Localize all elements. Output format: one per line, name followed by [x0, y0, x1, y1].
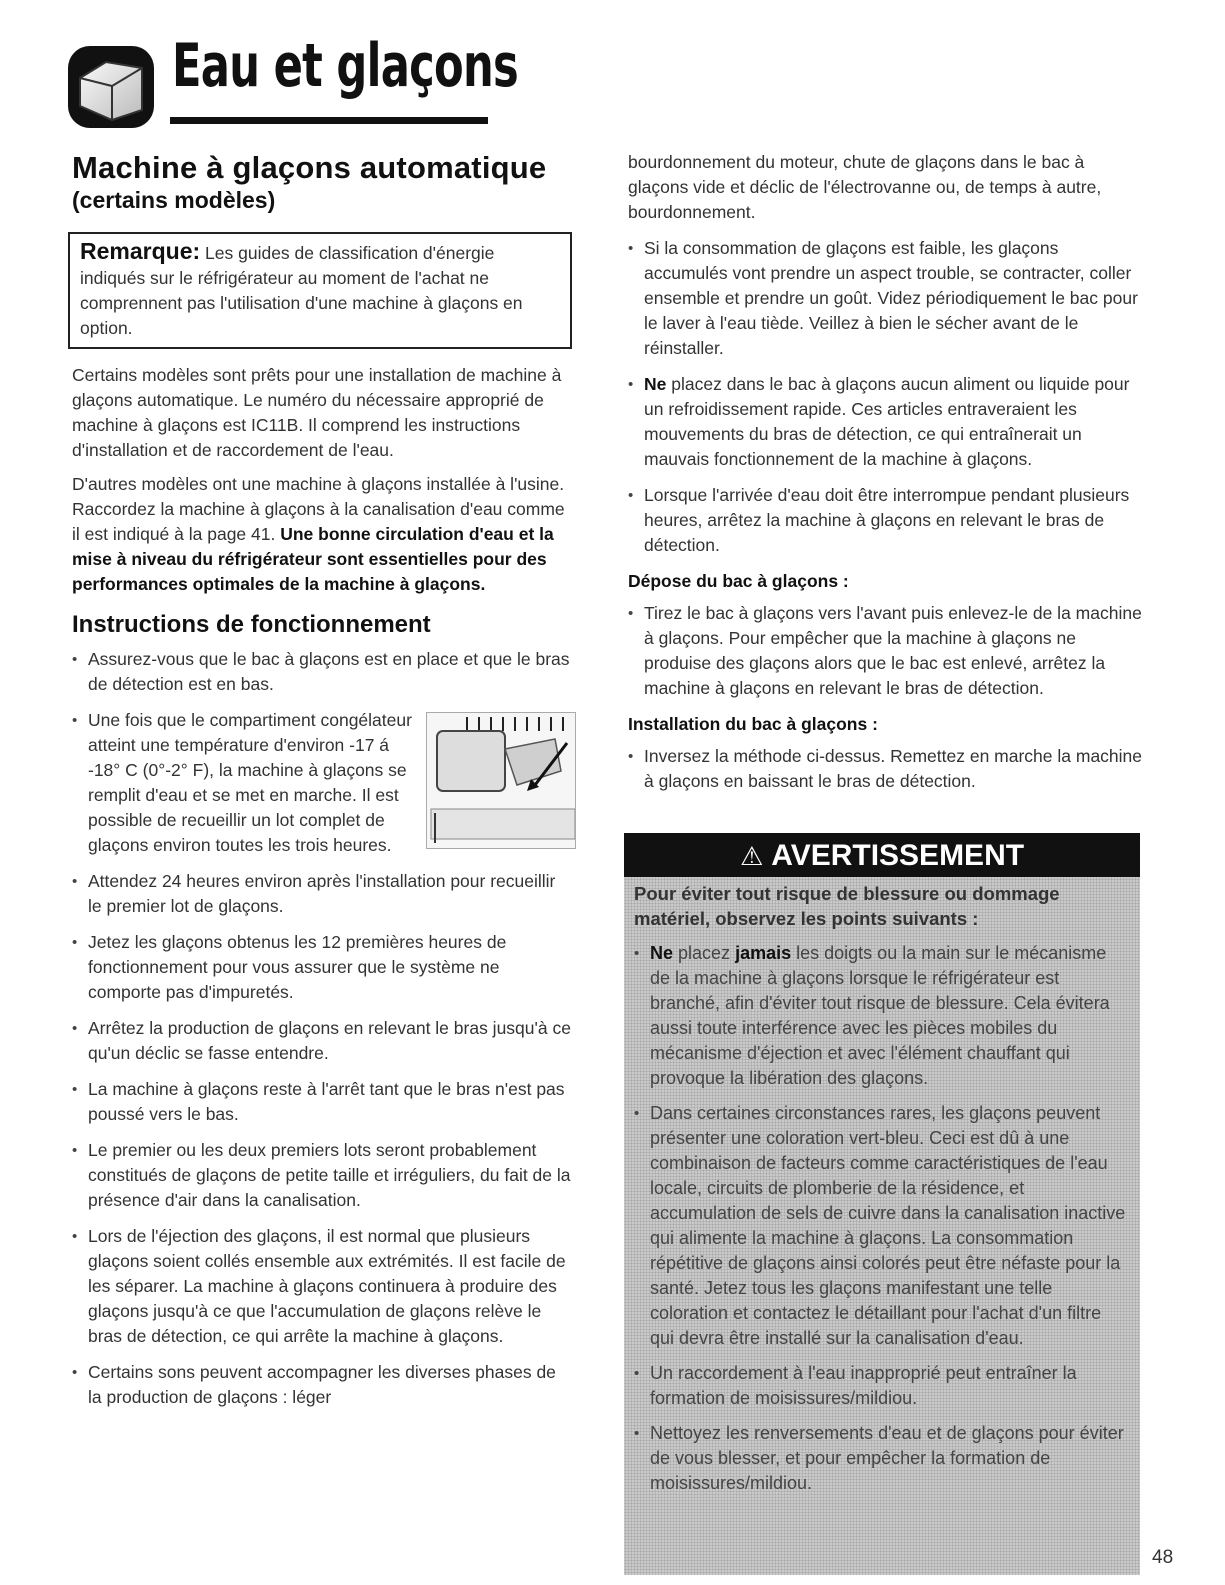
list-item: • Tirez le bac à glaçons vers l'avant puis enlevez-le de la machine à glaçons. Pour empêcher que la machine à glaçons ne produise des glaçons alors que le bac est enlevé, arrêtez la machine à glaçons en relevant le bras de détection. — [628, 601, 1143, 701]
list-item-text: placez dans le bac à glaçons aucun aliment ou liquide pour un refroidissement rapide. Ces articles entraveraient les mouvements du bras de détection, ce qui entraînerait un mauvais fonctionnement de la machine à glaçons. — [644, 374, 1130, 469]
removal-list — [628, 601, 1143, 701]
page-number: 48 — [1152, 1547, 1174, 1568]
operating-instructions-list — [72, 647, 572, 1410]
list-item: • Le premier ou les deux premiers lots seront probablement constitués de glaçons de petite taille et irréguliers, du fait de la présence d'air dans la canalisation. — [72, 1138, 572, 1213]
removal-heading: Dépose du bac à glaçons : — [628, 571, 849, 591]
list-item: • La machine à glaçons reste à l'arrêt tant que le bras n'est pas poussé vers le bas. — [72, 1077, 572, 1127]
usage-tips-list — [628, 236, 1143, 558]
list-item: • Arrêtez la production de glaçons en relevant le bras jusqu'à ce qu'un déclic se fasse entendre. — [72, 1016, 572, 1066]
subtitle: (certains modèles) — [72, 186, 276, 213]
warning-box — [624, 833, 1140, 1575]
operating-instructions-heading: Instructions de fonctionnement — [72, 610, 431, 638]
list-item: • Nettoyez les renversements d'eau et de glaçons pour éviter de vous blesser, et pour empêcher la formation de moisissures/mildiou. — [634, 1421, 1126, 1496]
list-item: • Un raccordement à l'eau inapproprié peut entraîner la formation de moisissures/mildiou. — [634, 1361, 1126, 1411]
ice-cube-icon — [66, 44, 156, 130]
icemaker-illustration — [426, 712, 576, 849]
note-text: Les guides de classification d'énergie indiqués sur le réfrigérateur au moment de l'achat ne comprennent pas l'utilisation d'une machine à glaçons en option. — [80, 242, 523, 338]
warning-title: AVERTISSEMENT — [771, 839, 1025, 872]
left-column — [72, 150, 572, 1421]
list-item: • Assurez-vous que le bac à glaçons est en place et que le bras de détection est en bas. — [72, 647, 572, 697]
list-item-text: Une fois que le compartiment congélateur atteint une température d'environ -17 á -18° C (0°-2° F), la machine à glaçons se remplit d'eau et se met en marche. Il est possible de recueillir un lot complet de glaçons environ toutes les trois heures. — [88, 710, 412, 856]
warning-body — [624, 877, 1140, 1496]
intro-paragraph: Certains modèles sont prêts pour une installation de machine à glaçons automatique. Le numéro du nécessaire approprié de machine à glaçons est IC11B. Il comprend les instructions d'installation et de raccordement de l'eau. — [72, 364, 562, 460]
list-item: • Attendez 24 heures environ après l'installation pour recueillir le premier lot de glaçons. — [72, 869, 572, 919]
warning-list — [634, 941, 1126, 1496]
list-item: • Jetez les glaçons obtenus les 12 premières heures de fonctionnement pour vous assurer que le système ne comporte pas d'impuretés. — [72, 930, 572, 1005]
list-item-text: placez — [678, 943, 731, 963]
list-item: • Certains sons peuvent accompagner les diverses phases de la production de glaçons : léger — [72, 1360, 572, 1410]
list-item — [634, 941, 1126, 1091]
jamais-label: jamais — [735, 943, 792, 963]
list-item: • Lorsque l'arrivée d'eau doit être interrompue pendant plusieurs heures, arrêtez la machine à glaçons en relevant le bras de détection. — [628, 483, 1143, 558]
list-item: • Dans certaines circonstances rares, les glaçons peuvent présenter une coloration vert-bleu. Ceci est dû à une combinaison de facteurs comme caractéristiques de l'eau locale, circuits de plomberie de la résidence, et accumulation de sels de cuivre dans la canalisation inactive qui alimente la machine à glaçons. La consommation répétitive de glaçons ainsi colorés peut être néfaste pour la santé. Jetez tous les glaçons manifestant une telle coloration et contactez le détaillant pour l'achat d'un filtre qui devra être installé sur la canalisation d'eau. — [634, 1101, 1126, 1351]
list-item — [628, 372, 1143, 472]
list-item — [72, 708, 572, 858]
installation-heading: Installation du bac à glaçons : — [628, 714, 878, 734]
warning-header — [624, 833, 1140, 877]
list-item-text: les doigts ou la main sur le mécanisme de la machine à glaçons lorsque le réfrigérateur est branché, afin d'éviter tout risque de blessure. Cela évitera aussi toute interférence avec les pièces mobiles du mécanisme d'éjection et avec l'élément chauffant qui provoque la libération des glaçons. — [650, 943, 1110, 1088]
ne-label: Ne — [644, 374, 667, 394]
warning-intro: Pour éviter tout risque de blessure ou dommage matériel, observez les points suivants : — [634, 883, 1060, 929]
note-label: Remarque: — [80, 237, 201, 264]
note-box — [68, 232, 572, 349]
installation-list — [628, 744, 1143, 794]
continuation-paragraph: bourdonnement du moteur, chute de glaçons dans le bac à glaçons vide et déclic de l'électrovanne ou, de temps à autre, bourdonnement. — [628, 152, 1102, 222]
list-item: • Si la consommation de glaçons est faible, les glaçons accumulés vont prendre un aspect trouble, se contracter, coller ensemble et prendre un goût. Videz périodiquement le bac pour le laver à l'eau tiède. Veillez à bien le sécher avant de le réinstaller. — [628, 236, 1143, 361]
list-item: • Inversez la méthode ci-dessus. Remettez en marche la machine à glaçons en baissant le bras de détection. — [628, 744, 1143, 794]
factory-paragraph — [72, 472, 572, 597]
section-title: Eau et glaçons — [172, 31, 519, 101]
title-underline — [170, 117, 488, 124]
factory-bold-text: Une bonne circulation d'eau et la mise à niveau du réfrigérateur sont essentielles pour des performances optimales de la machine à glaçons. — [72, 523, 554, 594]
right-column — [628, 150, 1143, 805]
factory-text: D'autres modèles ont une machine à glaçons installée à l'usine. Raccordez la machine à glaçons à la canalisation d'eau comme il est indiqué à la page 41. — [72, 473, 565, 544]
warning-triangle-icon: ⚠ — [739, 841, 764, 871]
list-item: • Lors de l'éjection des glaçons, il est normal que plusieurs glaçons soient collés ensemble aux extrémités. Il est facile de les séparer. La machine à glaçons continuera à produire des glaçons jusqu'à ce que l'accumulation de glaçons relève le bras de détection, ce qui arrête la machine à glaçons. — [72, 1224, 572, 1349]
ne-label: Ne — [650, 943, 674, 963]
main-title: Machine à glaçons automatique — [72, 150, 547, 185]
